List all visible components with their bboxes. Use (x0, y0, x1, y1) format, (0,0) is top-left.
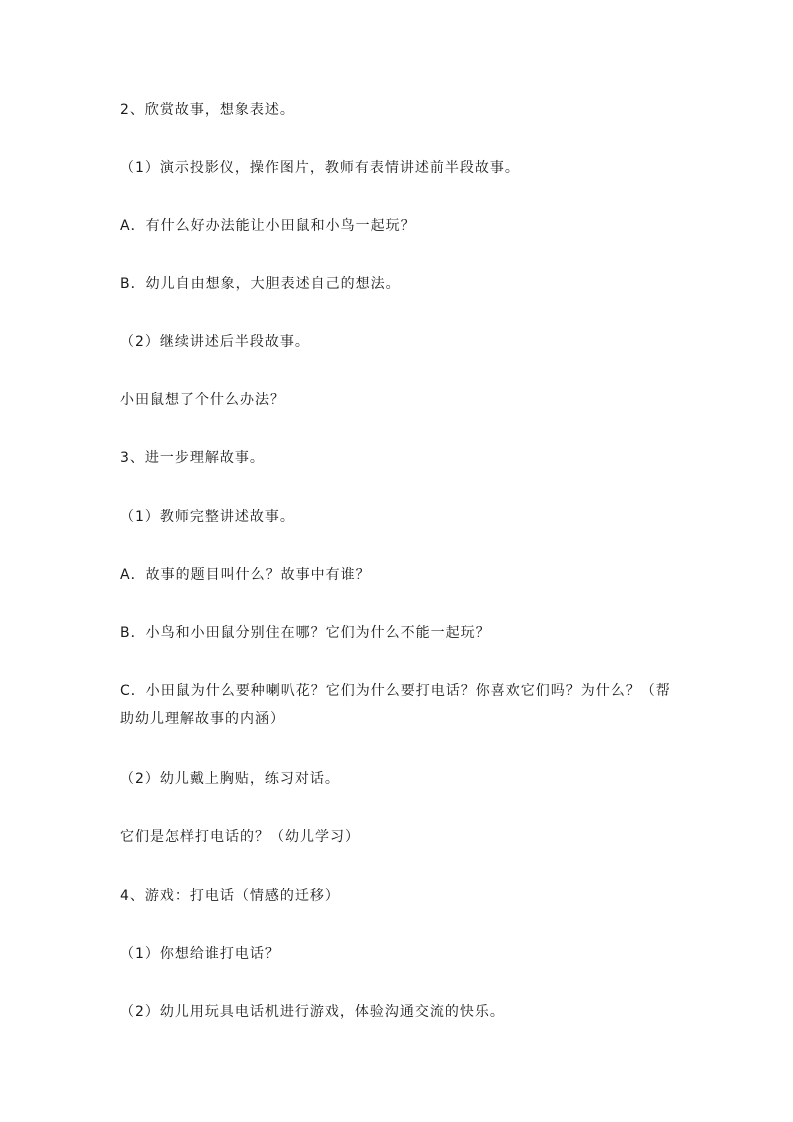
item-2-1-a: A．有什么好办法能让小田鼠和小鸟一起玩？ (120, 218, 416, 234)
item-3-1-b: B．小鸟和小田鼠分别住在哪？它们为什么不能一起玩？ (120, 625, 491, 641)
section-heading-4: 4、游戏：打电话（情感的迁移） (120, 888, 340, 904)
step-3-2: （2）幼儿戴上胸贴，练习对话。 (120, 771, 340, 787)
section-heading-2: 2、欣赏故事，想象表述。 (120, 102, 295, 118)
section-heading-3: 3、进一步理解故事。 (120, 450, 265, 466)
item-2-1-b: B．幼儿自由想象，大胆表述自己的想法。 (120, 276, 401, 292)
step-2-2: （2）继续讲述后半段故事。 (120, 334, 310, 350)
step-2-1: （1）演示投影仪，操作图片，教师有表情讲述前半段故事。 (120, 160, 520, 176)
item-3-1-a: A．故事的题目叫什么？故事中有谁？ (120, 567, 371, 583)
item-3-1-c: C．小田鼠为什么要种喇叭花？它们为什么要打电话？你喜欢它们吗？为什么？（帮助幼儿理解故事的内涵） (120, 683, 671, 727)
step-3-1: （1）教师完整讲述故事。 (120, 509, 295, 525)
step-4-1: （1）你想给谁打电话？ (120, 946, 280, 962)
question-3-2: 它们是怎样打电话的？（幼儿学习） (120, 829, 360, 845)
step-4-2: （2）幼儿用玩具电话机进行游戏，体验沟通交流的快乐。 (120, 1004, 505, 1020)
question-2-2: 小田鼠想了个什么办法？ (120, 392, 285, 408)
